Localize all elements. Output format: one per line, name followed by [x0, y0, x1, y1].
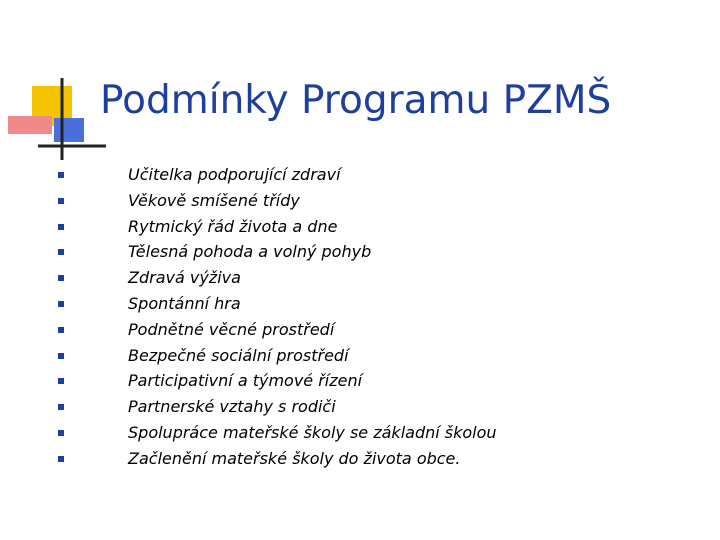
slide-title: Podmínky Programu PZMŠ [100, 78, 612, 123]
bullet-text: Začlenění mateřské školy do života obce. [128, 448, 461, 468]
square-bullet-icon [58, 430, 64, 436]
bullet-text: Spontánní hra [128, 293, 241, 313]
bullet-text: Bezpečné sociální prostředí [128, 345, 349, 365]
decorative-squares-logo [0, 0, 110, 170]
bullet-text: Spolupráce mateřské školy se základní školou [128, 422, 497, 442]
bullet-text: Podnětné věcné prostředí [128, 319, 335, 339]
bullet-text: Věkově smíšené třídy [128, 190, 300, 210]
square-bullet-icon [58, 301, 64, 307]
square-bullet-icon [58, 275, 64, 281]
square-bullet-icon [58, 198, 64, 204]
square-bullet-icon [58, 456, 64, 462]
bullet-text: Učitelka podporující zdraví [128, 165, 341, 184]
bullet-text: Participativní a týmové řízení [128, 371, 363, 391]
square-bullet-icon [58, 378, 64, 384]
square-bullet-icon [58, 404, 64, 410]
bullet-text: Partnerské vztahy s rodiči [128, 397, 336, 417]
square-bullet-icon [58, 327, 64, 333]
square-bullet-icon [58, 353, 64, 359]
logo-red-bar [8, 116, 52, 134]
square-bullet-icon [58, 172, 64, 178]
bullet-text: Zdravá výživa [128, 268, 241, 288]
square-bullet-icon [58, 249, 64, 255]
bullet-text: Tělesná pohoda a volný pohyb [128, 242, 372, 262]
square-bullet-icon [58, 224, 64, 230]
logo-blue-square [54, 118, 84, 142]
bullet-text: Rytmický řád života a dne [128, 216, 338, 236]
